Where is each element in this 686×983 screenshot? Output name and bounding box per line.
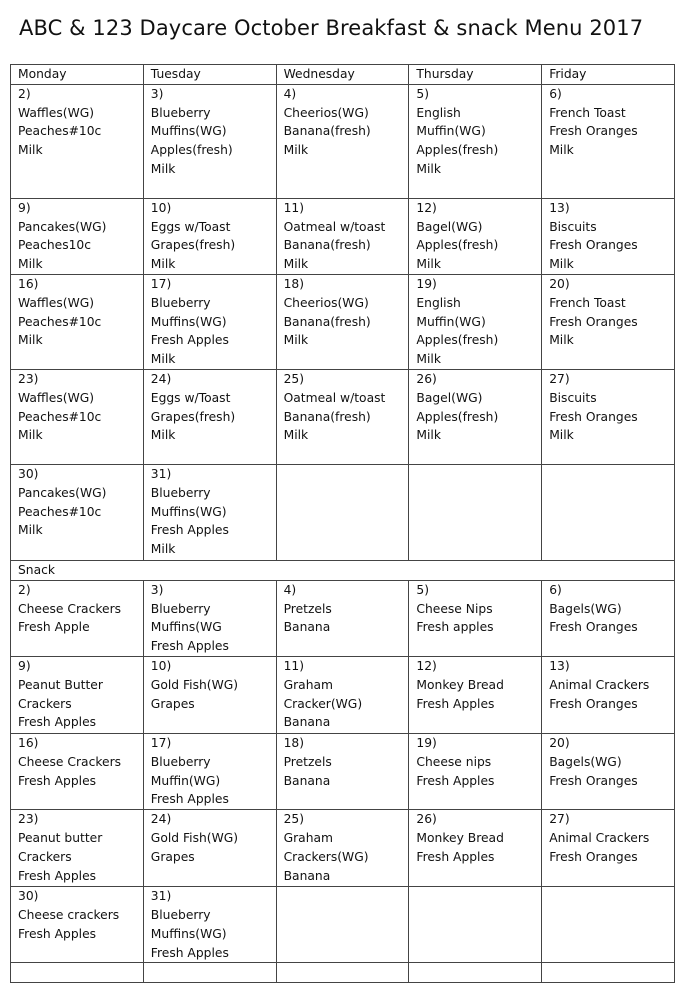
menu-item: Milk: [416, 352, 441, 367]
day-header-friday: Friday: [542, 65, 675, 85]
menu-item: Peanut Butter: [18, 677, 103, 692]
breakfast-cell-monday: [11, 274, 144, 369]
day-number: 12): [416, 200, 437, 215]
menu-item: Fresh Apples: [18, 868, 97, 883]
menu-item: Pretzels: [283, 754, 332, 769]
menu-item: Cheerios(WG): [283, 295, 369, 310]
day-header-thursday: Thursday: [409, 65, 542, 85]
day-number: 2): [18, 582, 31, 597]
menu-item: Cheese nips: [416, 754, 492, 769]
menu-item: Grapes: [150, 696, 195, 711]
menu-item: Fresh Apples: [150, 523, 229, 538]
day-number: 17): [150, 735, 172, 750]
menu-item: Apples(fresh): [150, 143, 233, 158]
snack-cell-monday: [11, 733, 144, 809]
menu-item: Peaches#10c: [18, 124, 102, 139]
day-number: 17): [150, 276, 172, 291]
menu-item: Milk: [416, 257, 441, 272]
breakfast-cell-tuesday: [143, 198, 276, 274]
snack-cell-tuesday: [143, 963, 276, 983]
menu-item: English: [416, 295, 461, 310]
menu-item: Blueberry: [150, 485, 211, 500]
snack-cell-thursday: [409, 810, 542, 887]
menu-item: Fresh Oranges: [549, 314, 638, 329]
snack-cell-monday: [11, 887, 144, 963]
day-number: 24): [150, 371, 172, 386]
day-number: 9): [18, 200, 31, 215]
menu-item: Fresh Apples: [150, 792, 229, 807]
menu-item: Fresh Apples: [18, 926, 97, 941]
menu-item: Milk: [283, 428, 309, 443]
menu-item: Cheese crackers: [18, 907, 120, 922]
breakfast-cell-wednesday: [276, 84, 409, 198]
menu-item: Muffins(WG: [150, 620, 222, 635]
menu-item: Graham: [283, 830, 334, 845]
menu-item: Muffin(WG): [150, 773, 221, 788]
day-number: 13): [549, 658, 570, 673]
snack-cell-thursday: [409, 963, 542, 983]
menu-item: French Toast: [549, 295, 626, 310]
snack-cell-wednesday: [276, 810, 409, 887]
snack-week-row: [11, 963, 675, 983]
menu-item: French Toast: [549, 105, 626, 120]
menu-body: [11, 84, 675, 983]
menu-item: Milk: [18, 523, 43, 538]
menu-item: Banana: [283, 620, 331, 635]
day-number: 20): [549, 276, 570, 291]
breakfast-cell-wednesday: [276, 464, 409, 560]
day-number: 4): [283, 582, 297, 597]
snack-cell-monday: [11, 963, 144, 983]
menu-item: Monkey Bread: [416, 677, 504, 692]
snack-cell-thursday: [409, 656, 542, 733]
snack-cell-wednesday: [276, 963, 409, 983]
menu-item: Waffles(WG): [18, 390, 95, 405]
day-number: 4): [283, 86, 297, 101]
day-number: 19): [416, 735, 437, 750]
day-number: 25): [283, 371, 305, 386]
menu-item: Muffins(WG): [150, 504, 227, 519]
menu-item: Grapes(fresh): [150, 409, 236, 424]
menu-item: Milk: [150, 542, 176, 557]
breakfast-cell-wednesday: [276, 369, 409, 464]
menu-item: Blueberry: [150, 754, 211, 769]
snack-cell-tuesday: [143, 810, 276, 887]
menu-item: Animal Crackers: [549, 830, 650, 845]
menu-item: Fresh Oranges: [549, 773, 638, 788]
menu-item: Fresh Oranges: [549, 849, 638, 864]
menu-item: Eggs w/Toast: [150, 219, 231, 234]
breakfast-cell-thursday: [409, 84, 542, 198]
breakfast-cell-monday: [11, 198, 144, 274]
menu-item: Milk: [549, 333, 574, 348]
breakfast-cell-thursday: [409, 198, 542, 274]
menu-item: Banana: [283, 715, 331, 730]
day-number: 2): [18, 86, 31, 101]
menu-item: Bagels(WG): [549, 601, 622, 616]
menu-item: Milk: [283, 257, 309, 272]
menu-item: Milk: [549, 257, 574, 272]
menu-item: Milk: [150, 428, 176, 443]
menu-item: Milk: [18, 143, 43, 158]
day-number: 12): [416, 658, 437, 673]
snack-cell-wednesday: [276, 580, 409, 656]
menu-item: Peaches#10c: [18, 409, 102, 424]
menu-item: Fresh Apples: [416, 696, 495, 711]
menu-item: Milk: [416, 428, 441, 443]
breakfast-cell-tuesday: [143, 369, 276, 464]
snack-cell-thursday: [409, 887, 542, 963]
menu-item: Oatmeal w/toast: [283, 219, 386, 234]
snack-cell-friday: [542, 963, 675, 983]
menu-item: Cheese Crackers: [18, 601, 122, 616]
day-number: 3): [150, 582, 164, 597]
day-number: 6): [549, 582, 562, 597]
menu-item: Fresh Oranges: [549, 124, 638, 139]
menu-item: Grapes: [150, 849, 195, 864]
day-number: 11): [283, 200, 305, 215]
menu-item: Muffin(WG): [416, 314, 486, 329]
menu-item: Cheese Crackers: [18, 754, 122, 769]
day-header-wednesday: Wednesday: [276, 65, 409, 85]
breakfast-cell-wednesday: [276, 274, 409, 369]
day-number: 30): [18, 466, 39, 481]
day-number: 16): [18, 735, 39, 750]
breakfast-cell-tuesday: [143, 274, 276, 369]
menu-item: Peaches10c: [18, 238, 92, 253]
menu-item: Banana: [283, 773, 331, 788]
day-number: 26): [416, 812, 437, 827]
menu-item: Banana(fresh): [283, 314, 371, 329]
menu-item: Bagel(WG): [416, 390, 483, 405]
menu-item: Fresh Oranges: [549, 696, 638, 711]
breakfast-cell-monday: [11, 84, 144, 198]
breakfast-cell-wednesday: [276, 198, 409, 274]
snack-cell-wednesday: [276, 656, 409, 733]
menu-item: Fresh Apples: [18, 773, 97, 788]
menu-item: Animal Crackers: [549, 677, 650, 692]
menu-item: Milk: [283, 143, 309, 158]
day-number: 5): [416, 86, 430, 101]
breakfast-week-row: [11, 84, 675, 198]
menu-item: Muffins(WG): [150, 124, 227, 139]
menu-item: Milk: [18, 333, 43, 348]
menu-item: Peanut butter: [18, 830, 103, 845]
menu-item: Milk: [150, 352, 176, 367]
snack-section-row: [11, 560, 675, 580]
menu-item: Eggs w/Toast: [150, 390, 231, 405]
menu-item: Blueberry: [150, 601, 211, 616]
breakfast-cell-friday: [542, 369, 675, 464]
day-number: 13): [549, 200, 570, 215]
snack-cell-friday: [542, 656, 675, 733]
snack-week-row: [11, 656, 675, 733]
day-number: 23): [18, 371, 39, 386]
breakfast-week-row: [11, 464, 675, 560]
day-number: 10): [150, 658, 172, 673]
snack-cell-monday: [11, 580, 144, 656]
menu-item: Muffins(WG): [150, 314, 227, 329]
menu-item: Fresh Apples: [150, 639, 229, 654]
page-title: ABC & 123 Daycare October Breakfast & snack Menu 2017: [19, 16, 644, 40]
snack-section-label: Snack: [11, 560, 675, 580]
breakfast-cell-friday: [542, 274, 675, 369]
day-number: 31): [150, 889, 172, 904]
menu-item: Oatmeal w/toast: [283, 390, 386, 405]
snack-week-row: [11, 810, 675, 887]
snack-cell-friday: [542, 733, 675, 809]
breakfast-cell-friday: [542, 84, 675, 198]
day-number: 11): [283, 658, 305, 673]
snack-cell-tuesday: [143, 887, 276, 963]
day-number: 16): [18, 276, 39, 291]
snack-cell-monday: [11, 810, 144, 887]
snack-cell-tuesday: [143, 733, 276, 809]
snack-cell-tuesday: [143, 656, 276, 733]
menu-item: Gold Fish(WG): [150, 830, 239, 845]
menu-item: Milk: [18, 257, 43, 272]
menu-item: Fresh Apples: [416, 849, 495, 864]
day-number: 23): [18, 812, 39, 827]
menu-item: Apples(fresh): [416, 409, 499, 424]
snack-cell-thursday: [409, 733, 542, 809]
menu-item: Waffles(WG): [18, 295, 95, 310]
menu-item: Fresh Oranges: [549, 409, 638, 424]
menu-item: Cheese Nips: [416, 601, 493, 616]
breakfast-cell-friday: [542, 464, 675, 560]
menu-item: Cheerios(WG): [283, 105, 369, 120]
menu-item: Milk: [283, 333, 309, 348]
menu-item: Blueberry: [150, 295, 211, 310]
menu-item: Fresh Apples: [150, 333, 229, 348]
menu-item: Fresh Apples: [416, 773, 495, 788]
snack-cell-thursday: [409, 580, 542, 656]
menu-item: Pancakes(WG): [18, 485, 107, 500]
menu-item: English: [416, 105, 461, 120]
menu-item: Banana(fresh): [283, 124, 371, 139]
menu-item: Apples(fresh): [416, 238, 499, 253]
snack-cell-monday: [11, 656, 144, 733]
snack-week-row: [11, 580, 675, 656]
snack-week-row: [11, 887, 675, 963]
breakfast-cell-monday: [11, 369, 144, 464]
menu-item: Milk: [150, 161, 176, 176]
menu-item: Apples(fresh): [416, 143, 499, 158]
menu-item: Cracker(WG): [283, 696, 363, 711]
menu-item: Banana: [283, 868, 331, 883]
day-number: 19): [416, 276, 437, 291]
menu-item: Milk: [549, 143, 574, 158]
menu-item: Banana(fresh): [283, 238, 371, 253]
menu-item: Fresh Apples: [18, 715, 97, 730]
day-number: 24): [150, 812, 172, 827]
day-number: 9): [18, 658, 31, 673]
menu-item: Biscuits: [549, 219, 597, 234]
snack-cell-friday: [542, 580, 675, 656]
day-number: 18): [283, 276, 305, 291]
menu-item: Muffins(WG): [150, 926, 227, 941]
menu-item: Waffles(WG): [18, 105, 95, 120]
day-number: 6): [549, 86, 562, 101]
day-number: 18): [283, 735, 305, 750]
menu-item: Milk: [150, 257, 176, 272]
menu-item: Bagels(WG): [549, 754, 622, 769]
day-number: 31): [150, 466, 172, 481]
menu-item: Bagel(WG): [416, 219, 483, 234]
snack-cell-friday: [542, 810, 675, 887]
day-number: 5): [416, 582, 430, 597]
breakfast-week-row: [11, 369, 675, 464]
day-number: 20): [549, 735, 570, 750]
menu-item: Gold Fish(WG): [150, 677, 239, 692]
menu-item: Pretzels: [283, 601, 332, 616]
breakfast-cell-tuesday: [143, 84, 276, 198]
menu-item: Blueberry: [150, 907, 211, 922]
breakfast-cell-friday: [542, 198, 675, 274]
snack-cell-tuesday: [143, 580, 276, 656]
menu-item: Milk: [549, 428, 574, 443]
day-header-monday: Monday: [11, 65, 144, 85]
breakfast-cell-thursday: [409, 274, 542, 369]
breakfast-cell-thursday: [409, 464, 542, 560]
menu-item: Crackers(WG): [283, 849, 369, 864]
breakfast-cell-monday: [11, 464, 144, 560]
menu-item: Peaches#10c: [18, 314, 102, 329]
snack-cell-wednesday: [276, 887, 409, 963]
menu-item: Muffin(WG): [416, 124, 486, 139]
breakfast-cell-thursday: [409, 369, 542, 464]
menu-item: Apples(fresh): [416, 333, 499, 348]
day-number: 3): [150, 86, 164, 101]
menu-item: Grapes(fresh): [150, 238, 236, 253]
day-number: 10): [150, 200, 172, 215]
menu-item: Fresh Oranges: [549, 238, 638, 253]
menu-item: Fresh apples: [416, 620, 494, 635]
day-number: 27): [549, 812, 570, 827]
menu-item: Fresh Apple: [18, 620, 90, 635]
day-number: 26): [416, 371, 437, 386]
snack-cell-wednesday: [276, 733, 409, 809]
day-number: 30): [18, 889, 39, 904]
breakfast-cell-tuesday: [143, 464, 276, 560]
menu-item: Biscuits: [549, 390, 597, 405]
menu-item: Crackers: [18, 696, 72, 711]
day-number: 25): [283, 812, 305, 827]
menu-item: Banana(fresh): [283, 409, 371, 424]
menu-item: Graham: [283, 677, 334, 692]
menu-item: Crackers: [18, 849, 72, 864]
menu-item: Milk: [416, 161, 441, 176]
day-header-row: [11, 65, 675, 85]
menu-table: [10, 64, 675, 983]
breakfast-week-row: [11, 274, 675, 369]
menu-item: Pancakes(WG): [18, 219, 107, 234]
menu-item: Monkey Bread: [416, 830, 504, 845]
snack-week-row: [11, 733, 675, 809]
day-header-tuesday: Tuesday: [143, 65, 276, 85]
day-number: 27): [549, 371, 570, 386]
menu-item: Blueberry: [150, 105, 211, 120]
breakfast-week-row: [11, 198, 675, 274]
menu-item: Fresh Apples: [150, 945, 229, 960]
menu-item: Milk: [18, 428, 43, 443]
snack-cell-friday: [542, 887, 675, 963]
menu-item: Fresh Oranges: [549, 620, 638, 635]
menu-item: Peaches#10c: [18, 504, 102, 519]
